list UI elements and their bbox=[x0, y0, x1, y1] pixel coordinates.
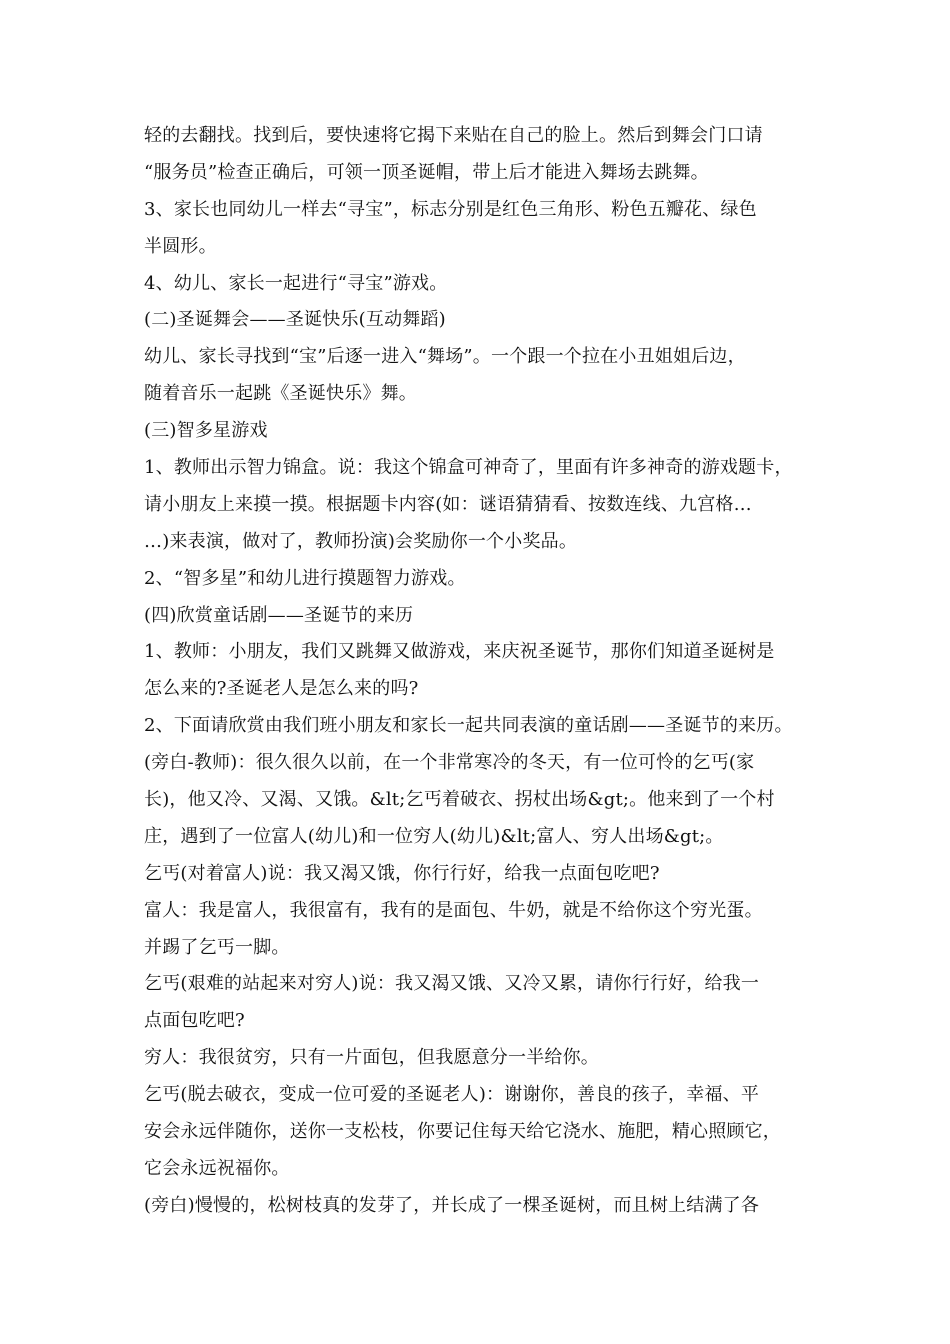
text-line: (旁白)慢慢的，松树枝真的发芽了，并长成了一棵圣诞树，而且树上结满了各 bbox=[144, 1194, 760, 1216]
text-line: 长)，他又冷、又渴、又饿。&lt;乞丐着破衣、拐杖出场&gt;。他来到了一个村 bbox=[144, 789, 775, 811]
text-line: …)来表演，做对了，教师扮演)会奖励你一个小奖品。 bbox=[144, 530, 578, 552]
text-line: 1、教师出示智力锦盒。说：我这个锦盒可神奇了，里面有许多神奇的游戏题卡， bbox=[144, 457, 793, 479]
text-line: 安会永远伴随你，送你一支松枝，你要记住每天给它浇水、施肥，精心照顾它， bbox=[144, 1121, 781, 1143]
text-line: 并踢了乞丐一脚。 bbox=[144, 936, 290, 958]
section-heading: (三)智多星游戏 bbox=[144, 420, 268, 442]
text-line: 点面包吃吧? bbox=[144, 1010, 245, 1032]
text-line: 乞丐(对着富人)说：我又渴又饿，你行行好，给我一点面包吃吧? bbox=[144, 862, 660, 884]
text-line: 2、下面请欣赏由我们班小朋友和家长一起共同表演的童话剧——圣诞节的来历。 bbox=[144, 715, 793, 737]
text-line: 请小朋友上来摸一摸。根据题卡内容(如：谜语猜猜看、按数连线、九宫格… bbox=[144, 493, 752, 515]
text-line: 幼儿、家长寻找到“宝”后逐一进入“舞场”。一个跟一个拉在小丑姐姐后边， bbox=[144, 346, 746, 368]
text-line: 乞丐(艰难的站起来对穷人)说：我又渴又饿、又冷又累，请你行行好，给我一 bbox=[144, 973, 760, 995]
text-line: 穷人：我很贫穷，只有一片面包，但我愿意分一半给你。 bbox=[144, 1047, 599, 1069]
text-line: (旁白-教师)：很久很久以前，在一个非常寒冷的冬天，有一位可怜的乞丐(家 bbox=[144, 752, 755, 774]
text-line: 2、“智多星”和幼儿进行摸题智力游戏。 bbox=[144, 567, 466, 589]
text-line: 轻的去翻找。找到后，要快速将它揭下来贴在自己的脸上。然后到舞会门口请 bbox=[144, 125, 763, 146]
text-line: 1、教师：小朋友，我们又跳舞又做游戏，来庆祝圣诞节，那你们知道圣诞树是 bbox=[144, 641, 775, 663]
text-line: 4、幼儿、家长一起进行“寻宝”游戏。 bbox=[144, 272, 448, 294]
text-line: “服务员”检查正确后，可领一顶圣诞帽，带上后才能进入舞场去跳舞。 bbox=[144, 161, 709, 183]
text-line: 随着音乐一起跳《圣诞快乐》舞。 bbox=[144, 383, 417, 405]
text-line: 富人：我是富人，我很富有，我有的是面包、牛奶，就是不给你这个穷光蛋。 bbox=[144, 899, 763, 921]
section-heading: (二)圣诞舞会——圣诞快乐(互动舞蹈) bbox=[144, 309, 446, 331]
text-line: 怎么来的?圣诞老人是怎么来的吗? bbox=[144, 678, 419, 700]
document-body bbox=[144, 118, 824, 1225]
text-line: 乞丐(脱去破衣，变成一位可爱的圣诞老人)：谢谢你，善良的孩子，幸福、平 bbox=[144, 1084, 760, 1106]
text-line: 半圆形。 bbox=[144, 235, 217, 257]
text-line: 3、家长也同幼儿一样去“寻宝”，标志分别是红色三角形、粉色五瓣花、绿色 bbox=[144, 198, 757, 220]
section-heading: (四)欣赏童话剧——圣诞节的来历 bbox=[144, 604, 414, 626]
text-line: 它会永远祝福你。 bbox=[144, 1157, 290, 1179]
text-line: 庄，遇到了一位富人(幼儿)和一位穷人(幼儿)&lt;富人、穷人出场&gt;。 bbox=[144, 825, 724, 847]
